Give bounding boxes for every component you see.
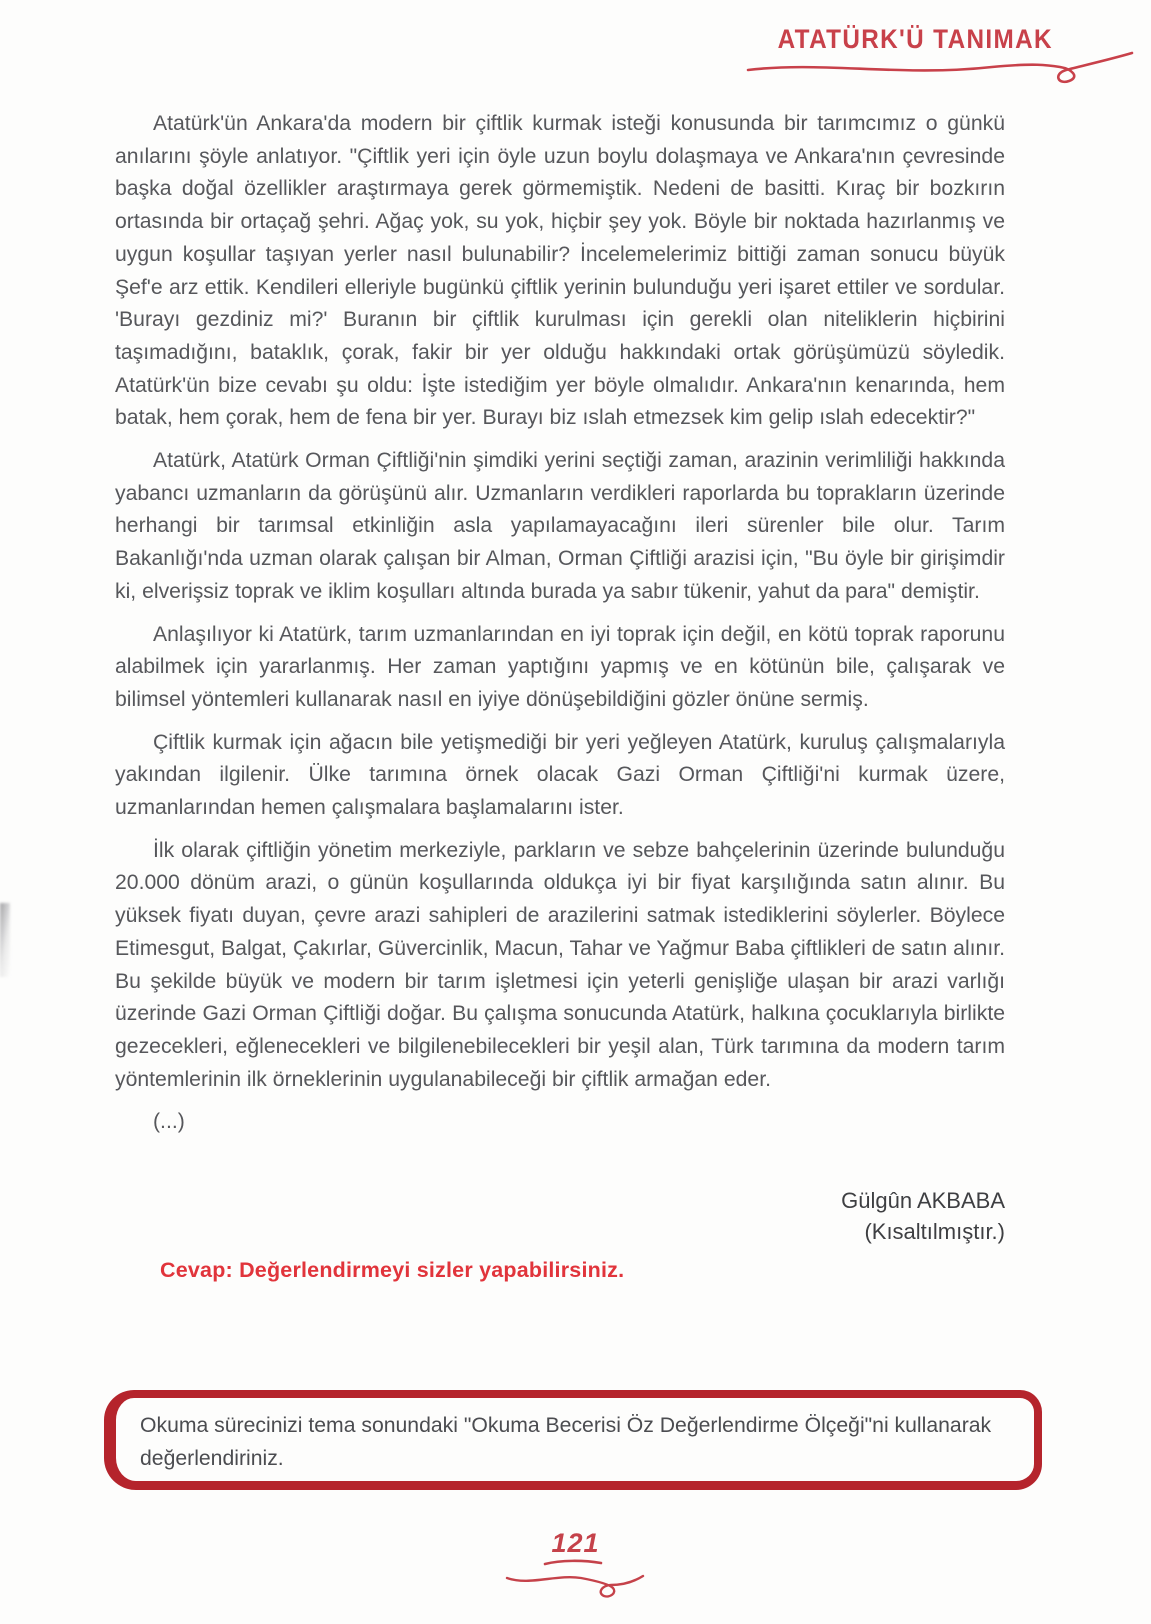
answer-text: Cevap: Değerlendirmeyi sizler yapabilirsiniz. — [160, 1258, 625, 1282]
byline — [115, 1185, 1005, 1247]
article-paragraph: Çiftlik kurmak için ağacın bile yetişmediği bir yeri yeğleyen Atatürk, kuruluş çalışmalarıyla yakından ilgilenir. Ülke tarımına örnek olacak Gazi Orman Çiftliği'ni kurmak üzere, uzmanlarından hemen çalışmalara başlamalarını ister. — [115, 730, 1005, 820]
article-body — [115, 108, 1005, 1247]
abridged-note: (Kısaltılmıştır.) — [864, 1219, 1005, 1245]
chapter-title: ATATÜRK'Ü TANIMAK — [777, 24, 1053, 54]
scan-artifact — [0, 903, 10, 977]
author-name: Gülgûn AKBABA — [841, 1188, 1005, 1214]
article-paragraph: Atatürk, Atatürk Orman Çiftliği'nin şimdiki yerini seçtiği zaman, arazinin verimliliği hakkında yabancı uzmanların da görüşünü alır. Uzmanların verdikleri raporlarda bu toprakların üzerinde herhangi bir tarımsal etkinliğin asla yapılamayacağını ileri sürenler bile olur. Tarım Bakanlığı'nda uzman olarak çalışan bir Alman, Orman Çiftliği arazisi için, "Bu öyle bir girişimdir ki, elverişsiz toprak ve iklim koşulları altında burada ya sabır tükenir, yahut da para" demiştir. — [115, 449, 1005, 603]
article-paragraph: Anlaşılıyor ki Atatürk, tarım uzmanlarından en iyi toprak için değil, en kötü toprak raporunu alabilmek için yararlanmış. Her zaman yaptığını yapmış ve en kötünün bile, çalışarak ve bilimsel yöntemleri kullanarak nasıl en iyiye dönüşebildiğini gözler önüne sermiş. — [115, 622, 1005, 711]
page-number: 121 — [551, 1528, 600, 1558]
article-paragraph: İlk olarak çiftliğin yönetim merkeziyle, parkların ve sebze bahçelerinin üzerinde bulunduğu 20.000 dönüm arazi, o günün koşullarında oldukça iyi bir fiyat karşılığında satın alınır. Bu yüksek fiyatı duyan, çevre arazi sahipleri de arazilerini satmak istediklerini söylerler. Böylece Etimesgut, Balgat, Çakırlar, Güvercinlik, Macun, Tahar ve Yağmur Baba çiftlikleri de satın alınır. Bu şekilde büyük ve modern bir tarım işletmesi için yeterli genişliğe ulaşan bir arazi varlığı üzerinde Gazi Orman Çiftliği doğar. Bu çalışma sonucunda Atatürk, halkına çocuklarıyla birlikte gezecekleri, eğlenecekleri ve bilgilenebilecekleri bir yeşil alan, Türk tarımına da modern tarım yöntemlerinin ilk örneklerinin uygulanabileceği bir çiftlik armağan eder. — [115, 838, 1005, 1091]
page-number-flourish-icon — [503, 1556, 649, 1598]
ellipsis-marker: (...) — [153, 1110, 185, 1134]
header-underline-flourish-icon — [742, 46, 1140, 92]
article-paragraph: Atatürk'ün Ankara'da modern bir çiftlik kurmak isteği konusunda bir tarımcımız o günkü anılarını şöyle anlatıyor. "Çiftlik yeri için öyle uzun boylu dolaşmaya ve Ankara'nın çevresinde başka doğal özellikler araştırmaya gerek görmemiştik. Nedeni de basitti. Kıraç bir bozkırın ortasında bir ortaçağ şehri. Ağaç yok, su yok, hiçbir şey yok. Böyle bir noktada hazırlanmış ve uygun koşullar taşıyan yerler nasıl bulunabilir? İncelemelerimiz bittiği zaman sonucu büyük Şef'e arz ettik. Kendileri elleriyle bugünkü çiftlik yerinin bulunduğu yeri işaret ettiler ve sordular. 'Burayı gezdiniz mi?' Buranın bir çiftlik kurulması için gerekli olan niteliklerin hiçbirini taşımadığını, bataklık, çorak, fakir bir yer olduğu hakkındaki ortak görüşümüzü söyledik. Atatürk'ün bize cevabı şu oldu: İşte istediğim yer böyle olmalıdır. Ankara'nın kenarında, hem batak, hem çorak, hem de fena bir yer. Burayı biz ıslah etmezsek kim gelip ıslah edecektir?" — [115, 112, 1005, 430]
note-box — [104, 1390, 1042, 1490]
note-box-text: Okuma sürecinizi tema sonundaki "Okuma Becerisi Öz Değerlendirme Ölçeği"ni kullanarak değerlendiriniz. — [140, 1414, 992, 1470]
